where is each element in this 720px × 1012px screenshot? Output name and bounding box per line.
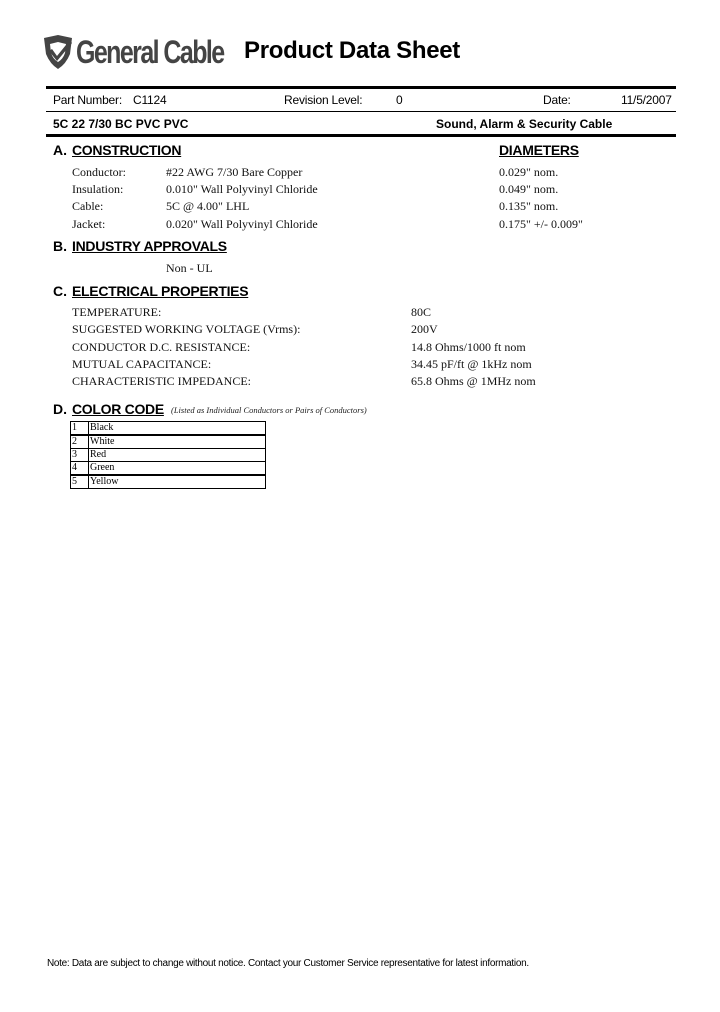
product-category: Sound, Alarm & Security Cable <box>436 117 613 131</box>
conductor-color: Green <box>89 462 266 476</box>
part-number-label: Part Number: <box>53 93 122 107</box>
construction-value: 0.020" Wall Polyvinyl Chloride <box>166 217 318 231</box>
company-logo <box>42 34 265 70</box>
revision-label: Revision Level: <box>284 93 363 107</box>
product-code: 5C 22 7/30 BC PVC PVC <box>53 117 189 131</box>
section-letter-c: C. <box>53 283 67 299</box>
table-row <box>71 475 266 489</box>
divider <box>46 134 676 137</box>
construction-value: 5C @ 4.00" LHL <box>166 199 250 213</box>
section-letter-d: D. <box>53 401 67 417</box>
conductor-number: 4 <box>71 462 89 476</box>
conductor-number: 1 <box>71 422 89 436</box>
construction-value: 0.010" Wall Polyvinyl Chloride <box>166 182 318 196</box>
approval-value: Non - UL <box>166 261 213 275</box>
section-title-construction: CONSTRUCTION <box>72 142 182 158</box>
section-title-diameters: DIAMETERS <box>499 142 579 158</box>
construction-label: Insulation: <box>72 182 124 196</box>
electrical-label: MUTUAL CAPACITANCE: <box>72 357 212 371</box>
electrical-label: SUGGESTED WORKING VOLTAGE (Vrms): <box>72 322 301 336</box>
revision-value: 0 <box>396 93 403 107</box>
table-row <box>71 422 266 436</box>
electrical-value: 65.8 Ohms @ 1MHz nom <box>411 374 536 388</box>
date-label: Date: <box>543 93 571 107</box>
conductor-number: 3 <box>71 449 89 462</box>
conductor-number: 2 <box>71 435 89 449</box>
footer-note: Note: Data are subject to change without notice. Contact your Customer Service representative for latest information. <box>47 958 529 969</box>
page-title: Product Data Sheet <box>244 37 460 64</box>
conductor-color: Yellow <box>89 475 266 489</box>
section-title-color-code: COLOR CODE <box>72 401 164 417</box>
divider <box>46 86 676 89</box>
diameter-value: 0.175" +/- 0.009" <box>499 217 583 231</box>
shield-check-icon <box>42 34 74 70</box>
part-number-value: C1124 <box>133 93 167 107</box>
construction-label: Jacket: <box>72 217 106 231</box>
color-code-note: (Listed as Individual Conductors or Pairs of Conductors) <box>171 405 367 415</box>
construction-label: Conductor: <box>72 165 126 179</box>
electrical-value: 80C <box>411 305 432 319</box>
section-title-approvals: INDUSTRY APPROVALS <box>72 238 227 254</box>
table-row <box>71 449 266 462</box>
color-code-table <box>70 421 266 489</box>
section-letter-b: B. <box>53 238 67 254</box>
diameter-value: 0.135" nom. <box>499 199 559 213</box>
construction-label: Cable: <box>72 199 104 213</box>
electrical-label: CONDUCTOR D.C. RESISTANCE: <box>72 340 251 354</box>
electrical-value: 14.8 Ohms/1000 ft nom <box>411 340 526 354</box>
electrical-label: TEMPERATURE: <box>72 305 162 319</box>
conductor-number: 5 <box>71 475 89 489</box>
electrical-value: 34.45 pF/ft @ 1kHz nom <box>411 357 532 371</box>
company-name: General Cable <box>76 34 224 70</box>
table-row <box>71 462 266 476</box>
conductor-color: Red <box>89 449 266 462</box>
conductor-color: White <box>89 435 266 449</box>
table-row <box>71 435 266 449</box>
conductor-color: Black <box>89 422 266 436</box>
diameter-value: 0.049" nom. <box>499 182 559 196</box>
electrical-label: CHARACTERISTIC IMPEDANCE: <box>72 374 252 388</box>
construction-value: #22 AWG 7/30 Bare Copper <box>166 165 303 179</box>
section-title-electrical: ELECTRICAL PROPERTIES <box>72 283 249 299</box>
divider <box>46 111 676 112</box>
section-letter-a: A. <box>53 142 67 158</box>
date-value: 11/5/2007 <box>621 93 672 107</box>
electrical-value: 200V <box>411 322 438 336</box>
diameter-value: 0.029" nom. <box>499 165 559 179</box>
